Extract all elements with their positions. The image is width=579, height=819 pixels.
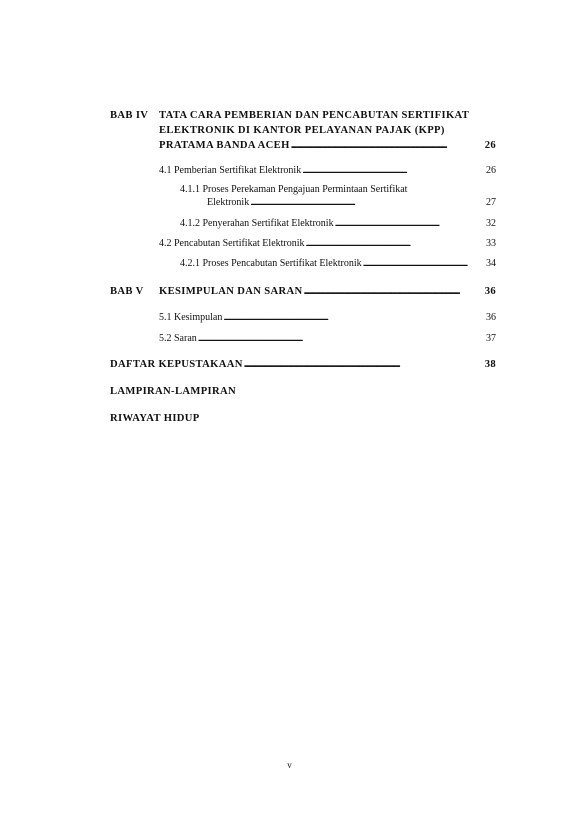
page-ref: 26 <box>484 140 496 151</box>
toc-entry-4-2[interactable] <box>159 238 496 249</box>
toc-entry-4-1-2[interactable] <box>180 218 496 229</box>
dot-leader <box>304 286 484 297</box>
dot-leader <box>335 218 485 229</box>
toc-entry-5-1[interactable] <box>159 312 496 323</box>
toc-entry-riwayat-hidup[interactable]: RIWAYAT HIDUP <box>110 413 200 424</box>
bab4-title-line2: ELEKTRONIK DI KANTOR PELAYANAN PAJAK (KPP) <box>159 125 445 136</box>
toc-entry-bab5[interactable] <box>159 286 496 297</box>
dot-leader <box>198 333 485 344</box>
page-ref: 32 <box>486 218 496 229</box>
page-ref: 36 <box>486 312 496 323</box>
bab4-title-line3: PRATAMA BANDA ACEH <box>159 140 290 151</box>
entry-label: 4.1 Pemberian Sertifikat Elektronik <box>159 165 302 176</box>
dot-leader <box>223 312 485 323</box>
bab4-label: BAB IV <box>110 110 149 121</box>
entry-label: Elektronik <box>207 197 250 208</box>
page-number: v <box>287 760 292 770</box>
dot-leader <box>291 140 484 151</box>
toc-entry-5-2[interactable] <box>159 333 496 344</box>
toc-entry-4-1[interactable] <box>159 165 496 176</box>
entry-label: 4.2 Pencabutan Sertifikat Elektronik <box>159 238 305 249</box>
page-ref: 27 <box>486 197 496 208</box>
dot-leader <box>363 258 485 269</box>
page-ref: 26 <box>486 165 496 176</box>
toc-entry-4-1-1[interactable] <box>207 197 496 208</box>
bab5-title: KESIMPULAN DAN SARAN <box>159 286 303 297</box>
toc-entry-lampiran[interactable]: LAMPIRAN-LAMPIRAN <box>110 386 236 397</box>
page-ref: 38 <box>484 359 496 370</box>
toc-entry-daftar-kepustakaan[interactable] <box>110 359 496 370</box>
entry-label: 4.2.1 Proses Pencabutan Sertifikat Elektronik <box>180 258 362 269</box>
dot-leader <box>306 238 485 249</box>
entry-4-1-1-line1: 4.1.1 Proses Perekaman Pengajuan Permintaan Sertifikat <box>180 184 408 195</box>
dot-leader <box>244 359 484 370</box>
toc-entry-4-2-1[interactable] <box>180 258 496 269</box>
entry-label: 4.1.2 Penyerahan Sertifikat Elektronik <box>180 218 334 229</box>
toc-entry-bab4[interactable] <box>159 140 496 151</box>
page-ref: 36 <box>484 286 496 297</box>
page-ref: 34 <box>486 258 496 269</box>
page-ref: 37 <box>486 333 496 344</box>
dot-leader <box>250 197 485 208</box>
bab5-label: BAB V <box>110 286 144 297</box>
dot-leader <box>302 165 485 176</box>
entry-label: 5.1 Kesimpulan <box>159 312 223 323</box>
bab4-title-line1: TATA CARA PEMBERIAN DAN PENCABUTAN SERTIFIKAT <box>159 110 470 121</box>
daftar-title: DAFTAR KEPUSTAKAAN <box>110 359 243 370</box>
entry-label: 5.2 Saran <box>159 333 197 344</box>
page-ref: 33 <box>486 238 496 249</box>
